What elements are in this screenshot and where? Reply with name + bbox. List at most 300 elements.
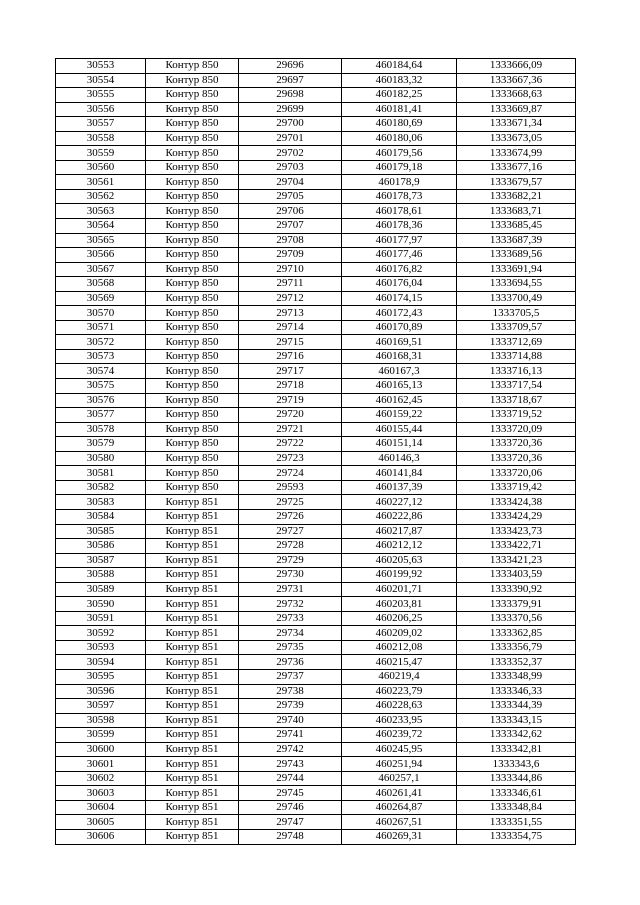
table-row <box>56 699 576 714</box>
table-row <box>56 655 576 670</box>
x-coordinate-cell: 460162,45 <box>342 393 457 408</box>
contour-name-cell: Контур 851 <box>146 669 239 684</box>
vertex-number-cell: 29747 <box>239 815 342 830</box>
point-number-cell: 30562 <box>56 189 146 204</box>
coordinates-table <box>55 58 576 845</box>
table-row <box>56 539 576 554</box>
x-coordinate-cell: 460212,08 <box>342 640 457 655</box>
point-number-cell: 30556 <box>56 102 146 117</box>
vertex-number-cell: 29745 <box>239 786 342 801</box>
x-coordinate-cell: 460267,51 <box>342 815 457 830</box>
contour-name-cell: Контур 850 <box>146 422 239 437</box>
point-number-cell: 30599 <box>56 728 146 743</box>
table-row <box>56 451 576 466</box>
y-coordinate-cell: 1333354,75 <box>457 829 576 844</box>
vertex-number-cell: 29744 <box>239 771 342 786</box>
point-number-cell: 30568 <box>56 277 146 292</box>
x-coordinate-cell: 460205,63 <box>342 553 457 568</box>
point-number-cell: 30602 <box>56 771 146 786</box>
y-coordinate-cell: 1333403,59 <box>457 568 576 583</box>
vertex-number-cell: 29707 <box>239 219 342 234</box>
contour-name-cell: Контур 850 <box>146 146 239 161</box>
y-coordinate-cell: 1333343,15 <box>457 713 576 728</box>
table-row <box>56 219 576 234</box>
point-number-cell: 30595 <box>56 669 146 684</box>
table-row <box>56 742 576 757</box>
contour-name-cell: Контур 851 <box>146 757 239 772</box>
table-row <box>56 640 576 655</box>
point-number-cell: 30584 <box>56 509 146 524</box>
x-coordinate-cell: 460177,46 <box>342 248 457 263</box>
y-coordinate-cell: 1333422,71 <box>457 539 576 554</box>
table-row <box>56 422 576 437</box>
table-row <box>56 684 576 699</box>
contour-name-cell: Контур 851 <box>146 524 239 539</box>
y-coordinate-cell: 1333669,87 <box>457 102 576 117</box>
contour-name-cell: Контур 851 <box>146 786 239 801</box>
contour-name-cell: Контур 850 <box>146 379 239 394</box>
table-row <box>56 800 576 815</box>
y-coordinate-cell: 1333348,99 <box>457 669 576 684</box>
x-coordinate-cell: 460167,3 <box>342 364 457 379</box>
contour-name-cell: Контур 850 <box>146 262 239 277</box>
contour-name-cell: Контур 850 <box>146 73 239 88</box>
table-row <box>56 189 576 204</box>
vertex-number-cell: 29741 <box>239 728 342 743</box>
y-coordinate-cell: 1333424,29 <box>457 509 576 524</box>
y-coordinate-cell: 1333705,5 <box>457 306 576 321</box>
x-coordinate-cell: 460176,04 <box>342 277 457 292</box>
vertex-number-cell: 29726 <box>239 509 342 524</box>
y-coordinate-cell: 1333379,91 <box>457 597 576 612</box>
x-coordinate-cell: 460141,84 <box>342 466 457 481</box>
y-coordinate-cell: 1333352,37 <box>457 655 576 670</box>
point-number-cell: 30589 <box>56 582 146 597</box>
vertex-number-cell: 29698 <box>239 88 342 103</box>
contour-name-cell: Контур 850 <box>146 335 239 350</box>
point-number-cell: 30606 <box>56 829 146 844</box>
table-row <box>56 568 576 583</box>
point-number-cell: 30600 <box>56 742 146 757</box>
table-row <box>56 466 576 481</box>
contour-name-cell: Контур 851 <box>146 495 239 510</box>
x-coordinate-cell: 460178,73 <box>342 189 457 204</box>
table-row <box>56 204 576 219</box>
point-number-cell: 30571 <box>56 320 146 335</box>
x-coordinate-cell: 460179,18 <box>342 160 457 175</box>
vertex-number-cell: 29703 <box>239 160 342 175</box>
y-coordinate-cell: 1333423,73 <box>457 524 576 539</box>
table-row <box>56 757 576 772</box>
y-coordinate-cell: 1333666,09 <box>457 59 576 74</box>
x-coordinate-cell: 460269,31 <box>342 829 457 844</box>
x-coordinate-cell: 460146,3 <box>342 451 457 466</box>
y-coordinate-cell: 1333700,49 <box>457 291 576 306</box>
y-coordinate-cell: 1333714,88 <box>457 349 576 364</box>
x-coordinate-cell: 460170,89 <box>342 320 457 335</box>
vertex-number-cell: 29713 <box>239 306 342 321</box>
y-coordinate-cell: 1333421,23 <box>457 553 576 568</box>
contour-name-cell: Контур 851 <box>146 713 239 728</box>
x-coordinate-cell: 460151,14 <box>342 437 457 452</box>
contour-name-cell: Контур 851 <box>146 582 239 597</box>
x-coordinate-cell: 460174,15 <box>342 291 457 306</box>
vertex-number-cell: 29711 <box>239 277 342 292</box>
vertex-number-cell: 29705 <box>239 189 342 204</box>
table-row <box>56 291 576 306</box>
point-number-cell: 30587 <box>56 553 146 568</box>
y-coordinate-cell: 1333344,39 <box>457 699 576 714</box>
table-row <box>56 480 576 495</box>
point-number-cell: 30570 <box>56 306 146 321</box>
vertex-number-cell: 29712 <box>239 291 342 306</box>
y-coordinate-cell: 1333719,52 <box>457 408 576 423</box>
table-row <box>56 131 576 146</box>
table-row <box>56 815 576 830</box>
x-coordinate-cell: 460178,36 <box>342 219 457 234</box>
x-coordinate-cell: 460178,61 <box>342 204 457 219</box>
contour-name-cell: Контур 850 <box>146 204 239 219</box>
document-page <box>55 58 575 845</box>
y-coordinate-cell: 1333720,06 <box>457 466 576 481</box>
contour-name-cell: Контур 851 <box>146 509 239 524</box>
point-number-cell: 30577 <box>56 408 146 423</box>
y-coordinate-cell: 1333342,81 <box>457 742 576 757</box>
vertex-number-cell: 29717 <box>239 364 342 379</box>
contour-name-cell: Контур 851 <box>146 742 239 757</box>
contour-name-cell: Контур 851 <box>146 640 239 655</box>
table-row <box>56 335 576 350</box>
x-coordinate-cell: 460172,43 <box>342 306 457 321</box>
vertex-number-cell: 29700 <box>239 117 342 132</box>
y-coordinate-cell: 1333717,54 <box>457 379 576 394</box>
x-coordinate-cell: 460199,92 <box>342 568 457 583</box>
point-number-cell: 30572 <box>56 335 146 350</box>
point-number-cell: 30581 <box>56 466 146 481</box>
contour-name-cell: Контур 850 <box>146 248 239 263</box>
point-number-cell: 30573 <box>56 349 146 364</box>
point-number-cell: 30601 <box>56 757 146 772</box>
vertex-number-cell: 29701 <box>239 131 342 146</box>
vertex-number-cell: 29738 <box>239 684 342 699</box>
x-coordinate-cell: 460209,02 <box>342 626 457 641</box>
vertex-number-cell: 29715 <box>239 335 342 350</box>
point-number-cell: 30582 <box>56 480 146 495</box>
x-coordinate-cell: 460251,94 <box>342 757 457 772</box>
y-coordinate-cell: 1333718,67 <box>457 393 576 408</box>
y-coordinate-cell: 1333346,61 <box>457 786 576 801</box>
contour-name-cell: Контур 850 <box>146 349 239 364</box>
x-coordinate-cell: 460206,25 <box>342 611 457 626</box>
vertex-number-cell: 29716 <box>239 349 342 364</box>
table-row <box>56 364 576 379</box>
y-coordinate-cell: 1333667,36 <box>457 73 576 88</box>
y-coordinate-cell: 1333720,36 <box>457 437 576 452</box>
vertex-number-cell: 29736 <box>239 655 342 670</box>
x-coordinate-cell: 460261,41 <box>342 786 457 801</box>
table-row <box>56 262 576 277</box>
table-row <box>56 59 576 74</box>
y-coordinate-cell: 1333677,16 <box>457 160 576 175</box>
x-coordinate-cell: 460228,63 <box>342 699 457 714</box>
vertex-number-cell: 29737 <box>239 669 342 684</box>
table-row <box>56 597 576 612</box>
table-row <box>56 728 576 743</box>
table-row <box>56 117 576 132</box>
point-number-cell: 30594 <box>56 655 146 670</box>
x-coordinate-cell: 460179,56 <box>342 146 457 161</box>
x-coordinate-cell: 460168,31 <box>342 349 457 364</box>
vertex-number-cell: 29734 <box>239 626 342 641</box>
contour-name-cell: Контур 851 <box>146 829 239 844</box>
vertex-number-cell: 29722 <box>239 437 342 452</box>
table-row <box>56 611 576 626</box>
x-coordinate-cell: 460155,44 <box>342 422 457 437</box>
y-coordinate-cell: 1333668,63 <box>457 88 576 103</box>
y-coordinate-cell: 1333351,55 <box>457 815 576 830</box>
contour-name-cell: Контур 850 <box>146 131 239 146</box>
y-coordinate-cell: 1333343,6 <box>457 757 576 772</box>
x-coordinate-cell: 460217,87 <box>342 524 457 539</box>
x-coordinate-cell: 460264,87 <box>342 800 457 815</box>
contour-name-cell: Контур 850 <box>146 102 239 117</box>
vertex-number-cell: 29593 <box>239 480 342 495</box>
y-coordinate-cell: 1333346,33 <box>457 684 576 699</box>
point-number-cell: 30586 <box>56 539 146 554</box>
table-row <box>56 669 576 684</box>
table-row <box>56 582 576 597</box>
x-coordinate-cell: 460239,72 <box>342 728 457 743</box>
table-row <box>56 713 576 728</box>
vertex-number-cell: 29724 <box>239 466 342 481</box>
table-row <box>56 88 576 103</box>
x-coordinate-cell: 460169,51 <box>342 335 457 350</box>
vertex-number-cell: 29733 <box>239 611 342 626</box>
x-coordinate-cell: 460222,86 <box>342 509 457 524</box>
vertex-number-cell: 29709 <box>239 248 342 263</box>
point-number-cell: 30576 <box>56 393 146 408</box>
vertex-number-cell: 29702 <box>239 146 342 161</box>
contour-name-cell: Контур 850 <box>146 480 239 495</box>
contour-name-cell: Контур 851 <box>146 699 239 714</box>
point-number-cell: 30569 <box>56 291 146 306</box>
y-coordinate-cell: 1333694,55 <box>457 277 576 292</box>
vertex-number-cell: 29740 <box>239 713 342 728</box>
point-number-cell: 30597 <box>56 699 146 714</box>
point-number-cell: 30591 <box>56 611 146 626</box>
y-coordinate-cell: 1333424,38 <box>457 495 576 510</box>
table-row <box>56 495 576 510</box>
contour-name-cell: Контур 850 <box>146 233 239 248</box>
table-row <box>56 233 576 248</box>
vertex-number-cell: 29723 <box>239 451 342 466</box>
x-coordinate-cell: 460183,32 <box>342 73 457 88</box>
x-coordinate-cell: 460165,13 <box>342 379 457 394</box>
contour-name-cell: Контур 851 <box>146 728 239 743</box>
contour-name-cell: Контур 851 <box>146 568 239 583</box>
vertex-number-cell: 29708 <box>239 233 342 248</box>
point-number-cell: 30596 <box>56 684 146 699</box>
y-coordinate-cell: 1333348,84 <box>457 800 576 815</box>
y-coordinate-cell: 1333682,21 <box>457 189 576 204</box>
y-coordinate-cell: 1333673,05 <box>457 131 576 146</box>
y-coordinate-cell: 1333689,56 <box>457 248 576 263</box>
coordinates-table-body <box>56 59 576 845</box>
x-coordinate-cell: 460223,79 <box>342 684 457 699</box>
y-coordinate-cell: 1333720,36 <box>457 451 576 466</box>
y-coordinate-cell: 1333671,34 <box>457 117 576 132</box>
y-coordinate-cell: 1333691,94 <box>457 262 576 277</box>
table-row <box>56 393 576 408</box>
contour-name-cell: Контур 851 <box>146 597 239 612</box>
point-number-cell: 30558 <box>56 131 146 146</box>
contour-name-cell: Контур 850 <box>146 437 239 452</box>
x-coordinate-cell: 460182,25 <box>342 88 457 103</box>
contour-name-cell: Контур 851 <box>146 800 239 815</box>
point-number-cell: 30559 <box>56 146 146 161</box>
vertex-number-cell: 29731 <box>239 582 342 597</box>
vertex-number-cell: 29748 <box>239 829 342 844</box>
vertex-number-cell: 29729 <box>239 553 342 568</box>
vertex-number-cell: 29742 <box>239 742 342 757</box>
x-coordinate-cell: 460184,64 <box>342 59 457 74</box>
x-coordinate-cell: 460159,22 <box>342 408 457 423</box>
table-row <box>56 786 576 801</box>
point-number-cell: 30603 <box>56 786 146 801</box>
point-number-cell: 30592 <box>56 626 146 641</box>
y-coordinate-cell: 1333687,39 <box>457 233 576 248</box>
contour-name-cell: Контур 850 <box>146 364 239 379</box>
x-coordinate-cell: 460178,9 <box>342 175 457 190</box>
contour-name-cell: Контур 850 <box>146 117 239 132</box>
vertex-number-cell: 29697 <box>239 73 342 88</box>
point-number-cell: 30604 <box>56 800 146 815</box>
vertex-number-cell: 29710 <box>239 262 342 277</box>
vertex-number-cell: 29739 <box>239 699 342 714</box>
y-coordinate-cell: 1333719,42 <box>457 480 576 495</box>
x-coordinate-cell: 460227,12 <box>342 495 457 510</box>
y-coordinate-cell: 1333712,69 <box>457 335 576 350</box>
table-row <box>56 175 576 190</box>
table-row <box>56 349 576 364</box>
y-coordinate-cell: 1333679,57 <box>457 175 576 190</box>
y-coordinate-cell: 1333342,62 <box>457 728 576 743</box>
point-number-cell: 30567 <box>56 262 146 277</box>
point-number-cell: 30583 <box>56 495 146 510</box>
x-coordinate-cell: 460245,95 <box>342 742 457 757</box>
vertex-number-cell: 29720 <box>239 408 342 423</box>
vertex-number-cell: 29725 <box>239 495 342 510</box>
x-coordinate-cell: 460203,81 <box>342 597 457 612</box>
y-coordinate-cell: 1333344,86 <box>457 771 576 786</box>
table-row <box>56 73 576 88</box>
point-number-cell: 30585 <box>56 524 146 539</box>
point-number-cell: 30588 <box>56 568 146 583</box>
point-number-cell: 30566 <box>56 248 146 263</box>
table-row <box>56 160 576 175</box>
contour-name-cell: Контур 851 <box>146 684 239 699</box>
point-number-cell: 30560 <box>56 160 146 175</box>
contour-name-cell: Контур 851 <box>146 539 239 554</box>
y-coordinate-cell: 1333674,99 <box>457 146 576 161</box>
x-coordinate-cell: 460176,82 <box>342 262 457 277</box>
x-coordinate-cell: 460215,47 <box>342 655 457 670</box>
y-coordinate-cell: 1333720,09 <box>457 422 576 437</box>
x-coordinate-cell: 460137,39 <box>342 480 457 495</box>
vertex-number-cell: 29706 <box>239 204 342 219</box>
point-number-cell: 30575 <box>56 379 146 394</box>
vertex-number-cell: 29730 <box>239 568 342 583</box>
y-coordinate-cell: 1333685,45 <box>457 219 576 234</box>
table-row <box>56 146 576 161</box>
point-number-cell: 30553 <box>56 59 146 74</box>
contour-name-cell: Контур 851 <box>146 553 239 568</box>
x-coordinate-cell: 460180,69 <box>342 117 457 132</box>
vertex-number-cell: 29719 <box>239 393 342 408</box>
contour-name-cell: Контур 851 <box>146 611 239 626</box>
vertex-number-cell: 29727 <box>239 524 342 539</box>
x-coordinate-cell: 460180,06 <box>342 131 457 146</box>
y-coordinate-cell: 1333709,57 <box>457 320 576 335</box>
vertex-number-cell: 29732 <box>239 597 342 612</box>
table-row <box>56 102 576 117</box>
table-row <box>56 306 576 321</box>
contour-name-cell: Контур 850 <box>146 466 239 481</box>
y-coordinate-cell: 1333390,92 <box>457 582 576 597</box>
x-coordinate-cell: 460257,1 <box>342 771 457 786</box>
table-row <box>56 509 576 524</box>
vertex-number-cell: 29718 <box>239 379 342 394</box>
contour-name-cell: Контур 850 <box>146 59 239 74</box>
contour-name-cell: Контур 850 <box>146 451 239 466</box>
table-row <box>56 248 576 263</box>
contour-name-cell: Контур 850 <box>146 189 239 204</box>
contour-name-cell: Контур 851 <box>146 626 239 641</box>
table-row <box>56 277 576 292</box>
point-number-cell: 30563 <box>56 204 146 219</box>
table-row <box>56 829 576 844</box>
contour-name-cell: Контур 851 <box>146 815 239 830</box>
y-coordinate-cell: 1333683,71 <box>457 204 576 219</box>
point-number-cell: 30555 <box>56 88 146 103</box>
point-number-cell: 30593 <box>56 640 146 655</box>
point-number-cell: 30590 <box>56 597 146 612</box>
contour-name-cell: Контур 850 <box>146 306 239 321</box>
y-coordinate-cell: 1333356,79 <box>457 640 576 655</box>
x-coordinate-cell: 460219,4 <box>342 669 457 684</box>
table-row <box>56 437 576 452</box>
contour-name-cell: Контур 850 <box>146 393 239 408</box>
x-coordinate-cell: 460233,95 <box>342 713 457 728</box>
point-number-cell: 30561 <box>56 175 146 190</box>
table-row <box>56 626 576 641</box>
vertex-number-cell: 29743 <box>239 757 342 772</box>
table-row <box>56 320 576 335</box>
contour-name-cell: Контур 850 <box>146 291 239 306</box>
point-number-cell: 30564 <box>56 219 146 234</box>
vertex-number-cell: 29696 <box>239 59 342 74</box>
point-number-cell: 30565 <box>56 233 146 248</box>
point-number-cell: 30598 <box>56 713 146 728</box>
vertex-number-cell: 29714 <box>239 320 342 335</box>
contour-name-cell: Контур 850 <box>146 160 239 175</box>
contour-name-cell: Контур 850 <box>146 320 239 335</box>
contour-name-cell: Контур 850 <box>146 88 239 103</box>
point-number-cell: 30605 <box>56 815 146 830</box>
x-coordinate-cell: 460181,41 <box>342 102 457 117</box>
table-row <box>56 379 576 394</box>
vertex-number-cell: 29746 <box>239 800 342 815</box>
